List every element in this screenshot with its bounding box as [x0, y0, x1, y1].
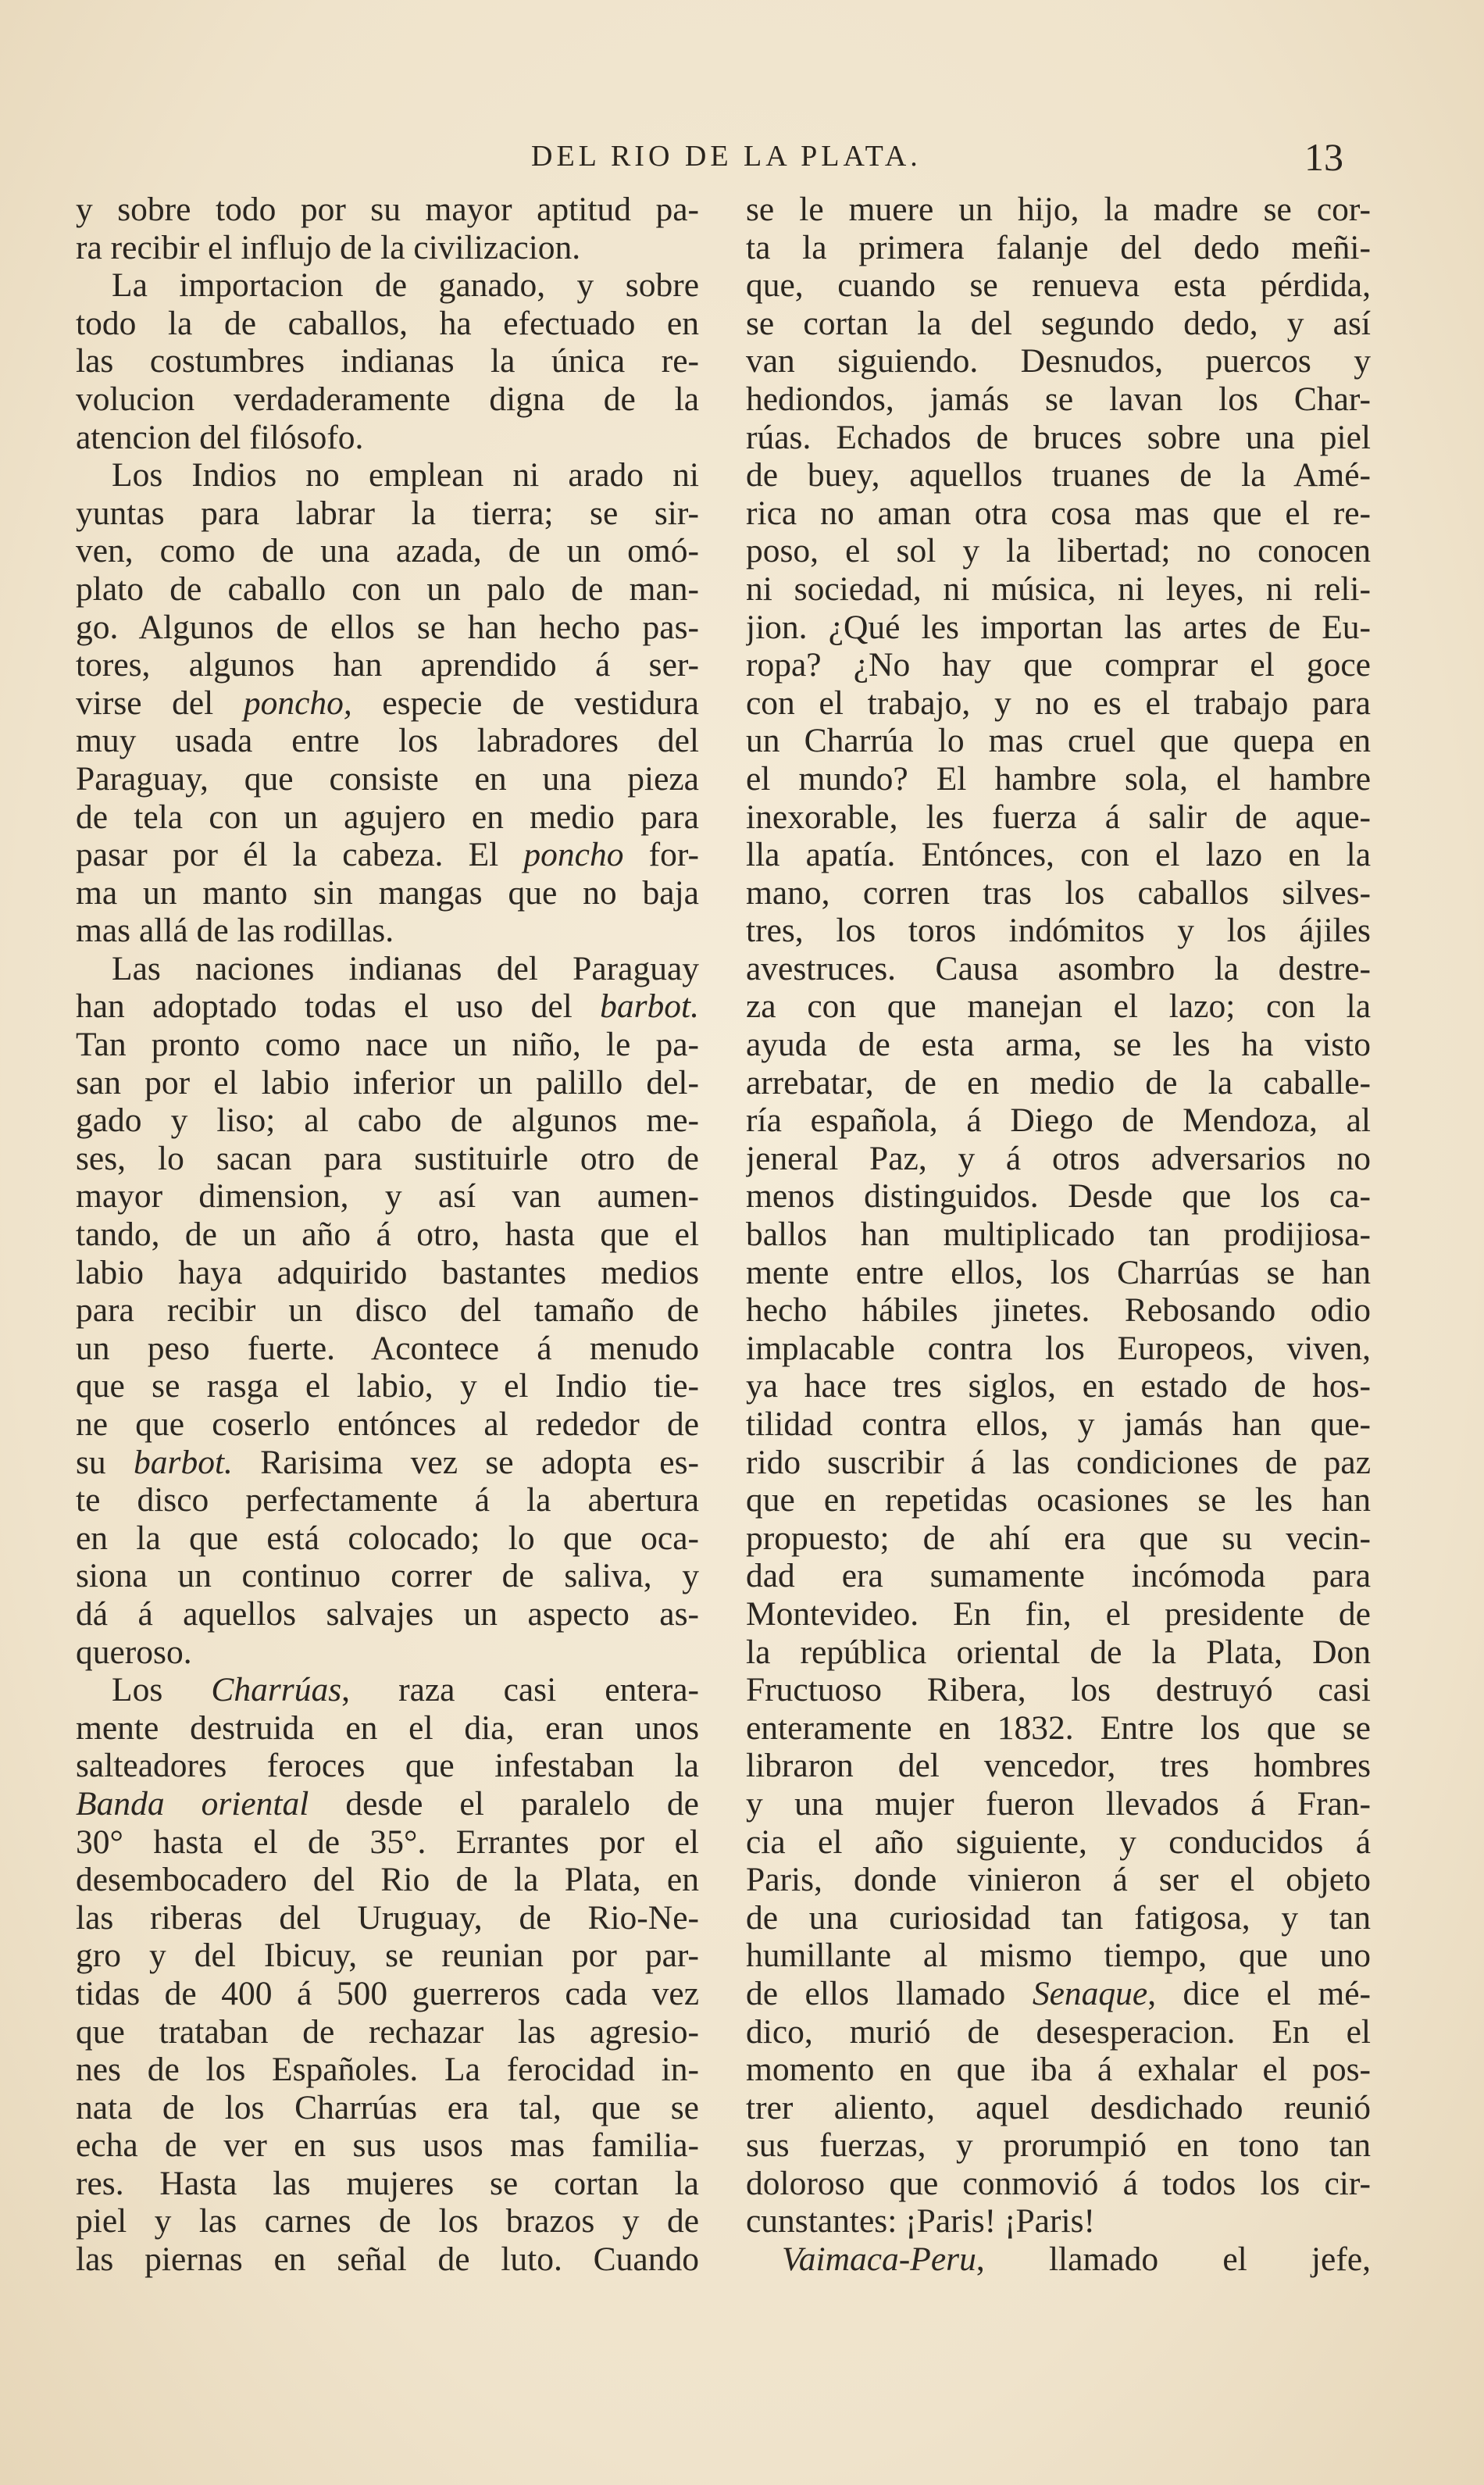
text-line [76, 1254, 699, 1292]
text-line [76, 570, 699, 609]
text-segment: cia el año siguiente, y conducidos á [746, 1823, 1371, 1861]
text-line [746, 950, 1371, 988]
text-line [76, 646, 699, 684]
text-segment: implacable contra los Europeos, viven, [746, 1329, 1371, 1367]
text-segment: libraron del vencedor, tres hombres [746, 1747, 1371, 1785]
text-line [746, 1291, 1371, 1330]
text-line [76, 380, 699, 419]
text-line [746, 419, 1371, 457]
text-line [746, 1140, 1371, 1178]
text-segment: propuesto; de ahí era que su vecin- [746, 1519, 1371, 1557]
text-segment: y una mujer fueron llevados á Fran- [746, 1784, 1371, 1823]
text-segment: plato de caballo con un palo de man- [76, 569, 699, 608]
text-line [746, 229, 1371, 267]
text-segment: queroso. [76, 1633, 192, 1671]
right-text-column [746, 191, 1371, 2279]
text-segment: gado y liso; al cabo de algunos me- [76, 1101, 699, 1140]
text-line [746, 191, 1371, 229]
text-line [746, 646, 1371, 684]
text-segment: y sobre todo por su mayor aptitud pa- [76, 191, 699, 228]
text-line [76, 1291, 699, 1330]
text-segment: sus fuerzas, y prorumpió en tono tan [746, 2126, 1371, 2165]
text-line [76, 2202, 699, 2240]
text-segment: dá á aquellos salvajes un aspecto as- [76, 1594, 699, 1633]
text-line [76, 1709, 699, 1748]
text-segment: avestruces. Causa asombro la destre- [746, 949, 1371, 987]
text-segment: trer aliento, aquel desdichado reunió [746, 2088, 1371, 2126]
text-line [746, 570, 1371, 609]
text-line [746, 684, 1371, 723]
text-segment: ses, lo sacan para sustituirle otro de [76, 1139, 699, 1177]
text-segment: un Charrúa lo mas cruel que quepa en [746, 722, 1371, 760]
text-segment: han adoptado todas el uso del [76, 987, 601, 1026]
text-line [746, 456, 1371, 495]
text-segment: un peso fuerte. Acontece á menudo [76, 1329, 699, 1367]
text-segment: que en repetidas ocasiones se les han [746, 1481, 1371, 1519]
text-segment: tando, de un año á otro, hasta que el [76, 1216, 699, 1254]
text-segment: san por el labio inferior un palillo del- [76, 1063, 699, 1101]
text-line [76, 1481, 699, 1519]
text-line [746, 836, 1371, 874]
text-line [746, 2051, 1371, 2089]
text-segment: arrebatar, de en medio de la caballe- [746, 1063, 1371, 1101]
text-line [76, 2089, 699, 2127]
text-segment: Las naciones indianas del Paraguay [112, 949, 699, 987]
text-line [746, 1026, 1371, 1064]
text-segment: todo la de caballos, ha efectuado en [76, 304, 699, 342]
text-segment: piel y las carnes de los brazos y de [76, 2202, 699, 2240]
text-line [76, 798, 699, 837]
text-line [746, 2013, 1371, 2051]
text-line [76, 1330, 699, 1368]
text-segment: tidas de 400 á 500 guerreros cada vez [76, 1974, 699, 2012]
text-line [746, 1405, 1371, 1444]
text-segment: rido suscribir á las condiciones de paz [746, 1443, 1371, 1481]
text-line [76, 2240, 699, 2279]
text-segment: humillante al mismo tiempo, que uno [746, 1937, 1371, 1975]
text-line [76, 1519, 699, 1558]
text-segment: atencion del filósofo. [76, 418, 364, 456]
text-line [746, 1177, 1371, 1216]
text-line [76, 722, 699, 760]
text-line [746, 874, 1371, 912]
page-number: 13 [1304, 135, 1343, 179]
text-line [746, 2202, 1371, 2240]
text-segment: mas allá de las rodillas. [76, 912, 394, 950]
text-segment: ven, como de una azada, de un omó- [76, 532, 699, 570]
text-line [76, 266, 699, 305]
text-line [76, 1216, 699, 1254]
italic-text: Charrúas [211, 1671, 342, 1709]
text-line [76, 609, 699, 647]
text-segment: las costumbres indianas la única re- [76, 342, 699, 380]
text-line [76, 2126, 699, 2165]
text-segment: doloroso que conmovió á todos los cir- [746, 2164, 1371, 2202]
text-segment: las piernas en señal de luto. Cuando [76, 2240, 699, 2279]
text-line [746, 2240, 1371, 2279]
text-line [76, 1367, 699, 1405]
text-line [76, 760, 699, 798]
text-line [746, 798, 1371, 837]
text-segment: te disco perfectamente á la abertura [76, 1481, 699, 1519]
text-segment: nata de los Charrúas era tal, que se [76, 2088, 699, 2126]
italic-text: barbot. [600, 987, 699, 1026]
text-line [76, 1405, 699, 1444]
text-segment: jion. ¿Qué les importan las artes de Eu- [746, 608, 1371, 646]
text-line [76, 305, 699, 343]
text-line [76, 2051, 699, 2089]
text-segment: for- [623, 836, 699, 874]
text-line [746, 722, 1371, 760]
text-line [746, 1747, 1371, 1785]
text-segment: mano, corren tras los caballos silves- [746, 873, 1371, 912]
text-segment: de tela con un agujero en medio para [76, 798, 699, 836]
text-segment: La importacion de ganado, y sobre [112, 266, 699, 305]
text-line [76, 1823, 699, 1862]
text-line [76, 1785, 699, 1823]
text-segment: rúas. Echados de bruces sobre una piel [746, 418, 1371, 456]
text-segment: especie de vestidura [351, 684, 699, 722]
text-line [746, 532, 1371, 570]
text-segment: hecho hábiles jinetes. Rebosando odio [746, 1291, 1371, 1330]
text-line [746, 1861, 1371, 1899]
text-segment: ropa? ¿No hay que comprar el goce [746, 646, 1371, 684]
italic-text: poncho, [243, 684, 352, 722]
text-segment: en la que está colocado; lo que oca- [76, 1519, 699, 1557]
text-line [76, 1975, 699, 2013]
text-line [76, 1861, 699, 1899]
text-segment: Paraguay, que consiste en una pieza [76, 759, 699, 798]
text-line [76, 532, 699, 570]
text-segment: muy usada entre los labradores del [76, 722, 699, 760]
text-segment: Tan pronto como nace un niño, le pa- [76, 1026, 699, 1064]
text-line [746, 1709, 1371, 1748]
text-segment: tilidad contra ellos, y jamás han que- [746, 1405, 1371, 1443]
text-segment: dico, murió de desesperacion. En el [746, 2012, 1371, 2051]
text-segment: labio haya adquirido bastantes medios [76, 1253, 699, 1291]
text-line [76, 950, 699, 988]
text-line [76, 1177, 699, 1216]
text-line [76, 1899, 699, 1937]
text-segment: inexorable, les fuerza á salir de aque- [746, 798, 1371, 836]
text-segment: que trataban de rechazar las agresio- [76, 2012, 699, 2051]
text-segment: de ellos llamado [746, 1974, 1033, 2012]
text-segment: gro y del Ibicuy, se reunian por par- [76, 1937, 699, 1975]
text-segment: se cortan la del segundo dedo, y así [746, 304, 1371, 342]
text-segment: jeneral Paz, y á otros adversarios no [746, 1139, 1371, 1177]
text-line [746, 1823, 1371, 1862]
text-segment: que se rasga el labio, y el Indio tie- [76, 1367, 699, 1405]
text-line [746, 1101, 1371, 1140]
text-segment: , raza casi entera- [341, 1671, 699, 1709]
text-line [746, 1785, 1371, 1823]
text-line [746, 342, 1371, 380]
text-line [746, 305, 1371, 343]
text-line [746, 1519, 1371, 1558]
text-line [76, 2165, 699, 2203]
text-line [746, 1633, 1371, 1672]
text-line [76, 1671, 699, 1709]
text-segment: yuntas para labrar la tierra; se sir- [76, 494, 699, 532]
text-segment: que, cuando se renueva esta pérdida, [746, 266, 1371, 305]
text-segment: lla apatía. Entónces, con el lazo en la [746, 836, 1371, 874]
text-segment: go. Algunos de ellos se han hecho pas- [76, 608, 699, 646]
text-segment: ya hace tres siglos, en estado de hos- [746, 1367, 1371, 1405]
text-segment: res. Hasta las mujeres se cortan la [76, 2164, 699, 2202]
text-segment: desde el paralelo de [309, 1784, 699, 1823]
text-line [76, 2013, 699, 2051]
text-segment: rica no aman otra cosa mas que el re- [746, 494, 1371, 532]
text-segment: ta la primera falanje del dedo meñi- [746, 228, 1371, 266]
text-line [76, 1557, 699, 1595]
text-segment: las riberas del Uruguay, de Rio-Ne- [76, 1898, 699, 1937]
text-line [76, 1064, 699, 1102]
text-line [746, 495, 1371, 533]
text-segment: volucion verdaderamente digna de la [76, 380, 699, 418]
text-segment: ayuda de esta arma, se les ha visto [746, 1026, 1371, 1064]
text-segment: ría española, á Diego de Mendoza, al [746, 1101, 1371, 1140]
text-segment: se le muere un hijo, la madre se cor- [746, 191, 1371, 228]
italic-text: Banda oriental [76, 1784, 309, 1823]
text-segment: menos distinguidos. Desde que los ca- [746, 1177, 1371, 1216]
text-line [76, 456, 699, 495]
text-line [746, 1064, 1371, 1102]
text-segment: Los Indios no emplean ni arado ni [112, 456, 699, 495]
text-segment: ma un manto sin mangas que no baja [76, 873, 699, 912]
text-segment: de buey, aquellos truanes de la Amé- [746, 456, 1371, 495]
running-title: DEL RIO DE LA PLATA. [531, 140, 922, 173]
text-segment: siona un continuo correr de saliva, y [76, 1557, 699, 1595]
text-line [746, 2165, 1371, 2203]
text-line [76, 1747, 699, 1785]
text-segment: de una curiosidad tan fatigosa, y tan [746, 1898, 1371, 1937]
text-segment: cunstantes: ¡Paris! ¡Paris! [746, 2202, 1095, 2240]
text-line [746, 1216, 1371, 1254]
text-line [76, 1140, 699, 1178]
text-segment: Rarisima vez se adopta es- [232, 1443, 699, 1481]
text-line [76, 836, 699, 874]
text-line [746, 760, 1371, 798]
text-segment: momento en que iba á exhalar el pos- [746, 2051, 1371, 2089]
text-segment: tores, algunos han aprendido á ser- [76, 646, 699, 684]
text-line [76, 874, 699, 912]
italic-text: Senaque [1032, 1974, 1148, 2012]
text-segment: poso, el sol y la libertad; no conocen [746, 532, 1371, 570]
text-line [746, 2089, 1371, 2127]
text-line [746, 1481, 1371, 1519]
text-segment: pasar por él la cabeza. El [76, 836, 524, 874]
text-segment: para recibir un disco del tamaño de [76, 1291, 699, 1330]
text-segment: el mundo? El hambre sola, el hambre [746, 759, 1371, 798]
text-segment: nes de los Españoles. La ferocidad in- [76, 2051, 699, 2089]
text-segment: mente entre ellos, los Charrúas se han [746, 1253, 1371, 1291]
text-line [76, 1444, 699, 1482]
text-segment: van siguiendo. Desnudos, puercos y [746, 342, 1371, 380]
italic-text: poncho [523, 836, 624, 874]
text-line [76, 912, 699, 950]
text-line [746, 380, 1371, 419]
text-segment: Los [112, 1671, 212, 1709]
text-line [746, 609, 1371, 647]
text-line [746, 987, 1371, 1026]
text-segment: desembocadero del Rio de la Plata, en [76, 1861, 699, 1899]
text-line [76, 342, 699, 380]
text-line [746, 1937, 1371, 1975]
text-segment: , dice el mé- [1147, 1974, 1371, 2012]
text-line [76, 1595, 699, 1633]
text-line [746, 1557, 1371, 1595]
text-segment: Fructuoso Ribera, los destruyó casi [746, 1671, 1371, 1709]
text-segment: 30° hasta el de 35°. Errantes por el [76, 1823, 699, 1861]
text-segment: con el trabajo, y no es el trabajo para [746, 684, 1371, 722]
text-line [746, 1595, 1371, 1633]
text-segment: la república oriental de la Plata, Don [746, 1633, 1371, 1671]
text-line [76, 1937, 699, 1975]
text-line [746, 1975, 1371, 2013]
text-segment: salteadores feroces que infestaban la [76, 1747, 699, 1785]
text-segment: tres, los toros indómitos y los ájiles [746, 912, 1371, 950]
text-segment: , llamado el jefe, [976, 2240, 1371, 2279]
italic-text: Vaimaca-Peru [782, 2240, 976, 2279]
text-segment: dad era sumamente incómoda para [746, 1557, 1371, 1595]
text-line [76, 1026, 699, 1064]
text-line [76, 1101, 699, 1140]
text-segment: su [76, 1443, 134, 1481]
text-segment: ne que coserlo entónces al rededor de [76, 1405, 699, 1443]
text-line [746, 912, 1371, 950]
left-text-column [76, 191, 699, 2279]
text-segment: Montevideo. En fin, el presidente de [746, 1594, 1371, 1633]
text-line [746, 1899, 1371, 1937]
text-segment: Paris, donde vinieron á ser el objeto [746, 1861, 1371, 1899]
text-line [746, 266, 1371, 305]
italic-text: barbot. [134, 1443, 233, 1481]
text-segment: mayor dimension, y así van aumen- [76, 1177, 699, 1216]
text-segment: ni sociedad, ni música, ni leyes, ni reli- [746, 569, 1371, 608]
text-line [76, 419, 699, 457]
text-line [76, 229, 699, 267]
text-line [746, 1367, 1371, 1405]
text-line [76, 684, 699, 723]
text-segment: za con que manejan el lazo; con la [746, 987, 1371, 1026]
text-segment: ballos han multiplicado tan prodijiosa- [746, 1216, 1371, 1254]
text-line [76, 1633, 699, 1672]
text-segment: hediondos, jamás se lavan los Char- [746, 380, 1371, 418]
text-line [746, 2126, 1371, 2165]
text-line [76, 987, 699, 1026]
text-line [746, 1330, 1371, 1368]
text-line [746, 1444, 1371, 1482]
text-segment: ra recibir el influjo de la civilizacion. [76, 228, 581, 266]
text-line [76, 495, 699, 533]
text-line [746, 1671, 1371, 1709]
text-line [76, 191, 699, 229]
text-segment: mente destruida en el dia, eran unos [76, 1708, 699, 1747]
text-segment: virse del [76, 684, 244, 722]
text-segment: echa de ver en sus usos mas familia- [76, 2126, 699, 2165]
text-segment: enteramente en 1832. Entre los que se [746, 1708, 1371, 1747]
text-line [746, 1254, 1371, 1292]
